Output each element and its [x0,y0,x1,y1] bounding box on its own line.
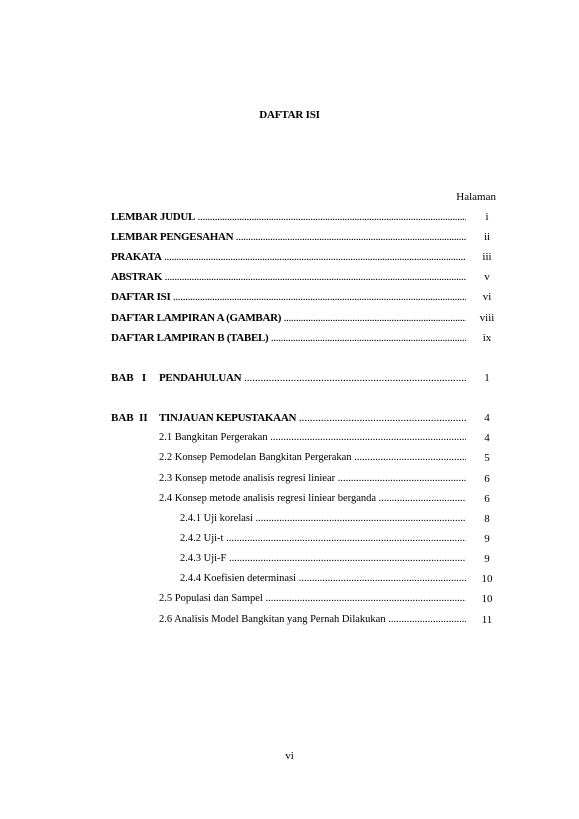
toc-entry-page: 9 [484,533,490,545]
chapter-title: PENDAHULUAN [159,372,242,384]
toc-entry-page: iii [482,251,492,263]
toc-entry-label: 2.2 Konsep Pemodelan Bangkitan Pergerakan ..... [159,450,466,466]
toc-entry-label: 2.5 Populasi dan Sampel ..... [159,591,466,607]
toc-entry-page: 6 [484,493,490,505]
toc-entry-label: 2.4.4 Koefisien determinasi ..... [180,571,466,587]
toc-section-2-1 [111,430,502,446]
toc-entry-label: 2.6 Analisis Model Bangkitan yang Pernah Dilakukan ..... [159,612,466,628]
toc-section-2-3 [111,471,502,487]
toc-entry-page: i [485,211,489,223]
toc-entry-label: 2.3 Konsep metode analisis regresi liniear ..... [159,471,466,487]
toc-entry-page: 10 [481,593,493,605]
toc-entry-page: v [484,271,490,283]
toc-entry-page: 4 [484,432,490,444]
toc-entry-page: 1 [484,372,490,384]
toc-entry-label: 2.4 Konsep metode analisis regresi liniear berganda ..... [159,491,466,507]
chapter-number: BAB I [111,372,147,384]
toc-entry-label: 2.4.1 Uji korelasi ..... [180,511,466,527]
chapter-title: TINJAUAN KEPUSTAKAAN [159,412,297,424]
toc-entry-label: LEMBAR PENGESAHAN ..... [111,229,466,245]
toc-chapter-2 [111,410,502,426]
toc-section-2-4-4 [111,571,502,587]
toc-section-2-2 [111,450,502,466]
toc-entry-page: 10 [481,573,493,585]
toc-entry-page: 8 [484,513,490,525]
toc-entry-page: 11 [481,614,493,626]
toc-section-2-5 [111,591,502,607]
chapter-number: BAB II [111,412,148,424]
toc-entry-label [111,410,466,426]
toc-entry-page: 6 [484,473,490,485]
toc-entry-label: LEMBAR JUDUL ..... [111,209,466,225]
page-column-header: Halaman [456,191,496,203]
toc-section-2-4-2 [111,531,502,547]
toc-entry-lampiran-a [111,310,502,326]
toc-entry-page: ii [483,231,491,243]
toc-entry-lembar-judul [111,209,502,225]
toc-entry-daftar-isi [111,289,502,305]
page-title: DAFTAR ISI [259,109,320,121]
toc-section-2-4 [111,491,502,507]
toc-section-2-6 [111,612,502,628]
toc-entry-label: 2.1 Bangkitan Pergerakan ..... [159,430,466,446]
toc-section-2-4-1 [111,511,502,527]
toc-entry-label: DAFTAR LAMPIRAN B (TABEL) ..... [111,330,466,346]
toc-entry-label [111,370,466,386]
toc-entry-page: ix [482,332,492,344]
toc-entry-lembar-pengesahan [111,229,502,245]
toc-entry-page: 5 [484,452,490,464]
toc-entry-label: ABSTRAK ..... [111,269,466,285]
toc-entry-page: vi [482,291,492,303]
toc-section-2-4-3 [111,551,502,567]
toc-entry-label: PRAKATA ..... [111,249,466,265]
toc-entry-label: 2.4.3 Uji-F ..... [180,551,466,567]
toc-entry-lampiran-b [111,330,502,346]
toc-entry-prakata [111,249,502,265]
toc-entry-abstrak [111,269,502,285]
toc-entry-label: DAFTAR ISI ..... [111,289,466,305]
toc-entry-page: 4 [484,412,490,424]
toc-entry-page: 9 [484,553,490,565]
page-number-footer: vi [285,750,294,762]
toc-chapter-1 [111,370,502,386]
toc-entry-page: viii [479,312,495,324]
toc-entry-label: DAFTAR LAMPIRAN A (GAMBAR) ..... [111,310,466,326]
toc-entry-label: 2.4.2 Uji-t ..... [180,531,466,547]
